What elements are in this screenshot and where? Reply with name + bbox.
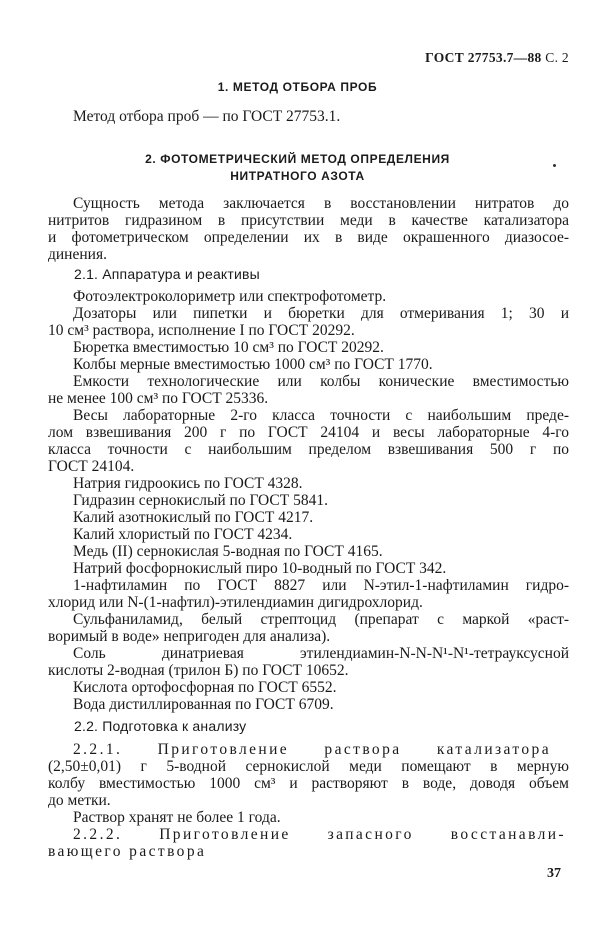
preparation-line: Раствор хранят не более 1 года. <box>73 809 281 826</box>
equipment-line: Колбы мерные вместимостью 1000 см³ по ГОСТ 1770. <box>73 356 433 373</box>
section-1-title: 1. МЕТОД ОТБОРА ПРОБ <box>217 80 378 94</box>
equipment-line: ГОСТ 24104. <box>48 458 135 475</box>
preparation-line: (2,50±0,01) г 5-водной сернокислой меди помещают в мерную <box>48 758 569 775</box>
equipment-line: не менее 100 см³ по ГОСТ 25336. <box>48 390 269 407</box>
subsection-2-1-title: 2.1. Аппаратура и реактивы <box>74 266 260 282</box>
subsection-2-2-2-heading: 2.2.2. Приготовление запасного восстанавли- <box>73 826 566 843</box>
preparation-line: до метки. <box>48 792 111 809</box>
s2-paragraph-line: динения. <box>48 246 107 263</box>
reagent-line: воримый в воде» непригоден для анализа). <box>48 628 331 645</box>
reagent-line: Соль динатриевая этилендиамин-N-N-N¹-N¹-тетрауксусной <box>73 645 569 662</box>
s2-paragraph-line: и фотометрическом определении их в виде окрашенного диазосое- <box>48 229 569 246</box>
reagent-line: Калий азотнокислый по ГОСТ 4217. <box>73 509 314 526</box>
reagent-line: Медь (II) сернокислая 5-водная по ГОСТ 4165. <box>73 543 383 560</box>
s2-paragraph-line: нитритов гидразином в присутствии меди в качестве катализатора <box>48 212 569 229</box>
equipment-line: 10 см³ раствора, исполнение I по ГОСТ 20292. <box>48 322 355 339</box>
reagent-line: Калий хлористый по ГОСТ 4234. <box>73 526 293 543</box>
reagent-line: хлорид или N-(1-нафтил)-этилендиамин дигидрохлорид. <box>48 594 423 611</box>
page-header <box>425 50 569 66</box>
equipment-line: Фотоэлектроколориметр или спектрофотометр. <box>73 288 387 305</box>
reagent-line: Гидразин сернокислый по ГОСТ 5841. <box>73 492 328 509</box>
reagent-line: Натрий фосфорнокислый пиро 10-водный по ГОСТ 342. <box>73 560 447 577</box>
reagent-line: кислоты 2-водная (трилон Б) по ГОСТ 10652. <box>48 662 349 679</box>
reagent-line: Сульфаниламид, белый стрептоцид (препарат с маркой «раст- <box>73 611 569 628</box>
reagent-line: Кислота ортофосфорная по ГОСТ 6552. <box>73 679 337 696</box>
preparation-line: колбу вместимостью 1000 см³ и растворяют в воде, доводя объем <box>48 775 569 792</box>
reagent-line: Вода дистиллированная по ГОСТ 6709. <box>73 696 334 713</box>
section-2-title-line2: НИТРАТНОГО АЗОТА <box>230 169 365 183</box>
equipment-line: лом взвешивания 200 г по ГОСТ 24104 и весы лабораторные 4-го <box>48 424 569 441</box>
equipment-line: класса точности с наибольшим пределом взвешивания 500 г по <box>48 441 569 458</box>
equipment-line: Дозаторы или пипетки и бюретки для отмеривания 1; 30 и <box>73 305 569 322</box>
equipment-line: Емкости технологические или колбы конические вместимостью <box>73 373 569 390</box>
standard-code: ГОСТ 27753.7—88 <box>425 50 542 65</box>
section-1-text: Метод отбора проб — по ГОСТ 27753.1. <box>73 108 341 125</box>
subsection-2-2-2-heading-cont: вающего раствора <box>48 843 207 860</box>
subsection-2-2-title: 2.2. Подготовка к анализу <box>74 718 247 734</box>
section-2-title-line1: 2. ФОТОМЕТРИЧЕСКИЙ МЕТОД ОПРЕДЕЛЕНИЯ <box>145 152 450 166</box>
reagent-line: Натрия гидроокись по ГОСТ 4328. <box>73 475 303 492</box>
reagent-line: 1-нафтиламин по ГОСТ 8827 или N-этил-1-нафтиламин гидро- <box>73 577 569 594</box>
page-label: С. 2 <box>545 50 569 65</box>
s2-paragraph-line: Сущность метода заключается в восстановлении нитратов до <box>73 195 569 212</box>
subsection-2-2-1-heading: 2.2.1. Приготовление раствора катализатора <box>73 741 551 758</box>
page-number: 37 <box>547 866 561 881</box>
speck <box>553 164 556 167</box>
equipment-line: Бюретка вместимостью 10 см³ по ГОСТ 20292. <box>73 339 384 356</box>
equipment-line: Весы лабораторные 2-го класса точности с наибольшим преде- <box>73 407 569 424</box>
